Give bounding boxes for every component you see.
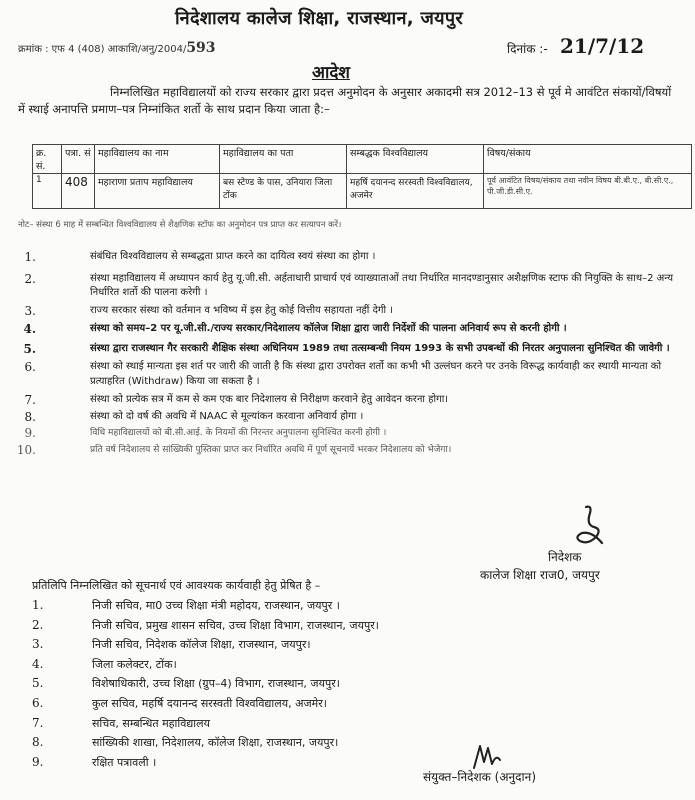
copy-item: 1. निजी सचिव, मा0 उच्च शिक्षा मंत्री महोदय, राजस्थान, जयपुर । <box>32 598 340 612</box>
intro-paragraph: निम्नलिखित महाविद्यालयों को राज्य सरकार द्वारा प्रदत्त अनुमोदन के अनुसार अकादमी सत्र 2012–13 से पूर्व मे आवंटित संकायों/विषयों में स्थाई अनापत्ति प्रमाण–पत्र निम्नांकित शर्तो के साथ प्रदान किया जाता है:– <box>18 85 672 116</box>
order-title: आदेश <box>312 63 350 83</box>
col-college-address: महाविद्यालय का पता <box>220 145 347 174</box>
condition-item: 3. राज्य सरकार संस्था को वर्तमान व भविष्य में इस हेतु कोई वित्तीय सहायता नहीं देगी । <box>24 303 394 318</box>
date-label: दिनांक :- <box>507 42 548 56</box>
copy-item: 7. सचिव, सम्बन्धित महाविद्यालय <box>32 715 210 730</box>
col-serial: क्र. सं. <box>33 145 62 174</box>
copy-item: 8. सांख्यिकी शाखा, निदेशालय, कॉलेज शिक्षा, राजस्थान, जयपुर। <box>32 735 339 750</box>
copy-heading: प्रतिलिपि निम्नलिखित को सूचनार्थ एवं आवश्यक कार्यवाही हेतु प्रेषित है – <box>32 579 321 592</box>
copy-item: 9. रक्षित पत्रावली । <box>32 754 157 769</box>
cell-serial: 1 <box>33 174 62 209</box>
condition-item: 6. संस्था को स्थाई मान्यता इस शर्त पर जारी की जाती है कि संस्था द्वारा उपरोक्त शर्तो का कभी भी उल्लंघन करने पर उनके विरूद्ध कार्यवाही कर स्थायी मान्यता को प्रत्याहरित (Withdraw) किया जा सकता है । <box>24 360 662 387</box>
table-row <box>33 174 692 209</box>
director-title: निदेशक <box>548 550 582 564</box>
reference-text: क्रमांक : एफ 4 (408) आकाशि/अनु/2004/ <box>18 44 187 55</box>
copy-item: 2. निजी सचिव, प्रमुख शासन सचिव, उच्च शिक्षा विभाग, राजस्थान, जयपुर। <box>32 617 379 632</box>
copies-list <box>32 596 592 772</box>
col-college-name: महाविद्यालय का नाम <box>95 145 220 174</box>
condition-item: 9. विधि महाविद्यालयों को बी.सी.आई. के नियमों की निरन्तर अनुपालना सुनिश्चित करनी होगी । <box>24 426 387 440</box>
copy-item: 5. विशेषाधिकारी, उच्च शिक्षा (ग्रुप–4) विभाग, राजस्थान, जयपुर। <box>32 676 340 691</box>
col-subject: विषय/संकाय <box>484 145 692 174</box>
cell-university: महर्षि दयानन्द सरस्वती विश्वविद्यालय, अजमेर <box>347 174 484 209</box>
table-note: नोट– संस्था 6 माह में सम्बन्धित विश्वविद्यालय से शैक्षणिक स्टॉफ का अनुमोदन पत्र प्राप्त कर सत्यापन करें। <box>18 220 342 230</box>
condition-item: 2. संस्था महाविद्यालय में अध्यापन कार्य हेतु यू.जी.सी. अर्हताधारी प्राचार्य एवं व्याख्याताओं तथा निर्धारित मानदण्डानुसार अशैक्षणिक स्टाफ की नियुक्ति के साथ–2 अन्य निर्धारित शर्तो की पालना करेगी । <box>24 271 674 298</box>
condition-item: 1. संबंधित विश्वविद्यालय से सम्बद्धता प्राप्त करने का दायित्व स्वयं संस्था का होगा । <box>24 250 376 264</box>
director-office: कालेज शिक्षा राज0, जयपुर <box>480 568 600 582</box>
college-table <box>32 144 692 209</box>
reference-number: 593 <box>186 40 216 56</box>
director-signature <box>572 503 610 551</box>
date-value: 21/7/12 <box>560 34 645 58</box>
cell-subject: पूर्व आवंटित विषय/संकाय तथा नवीन विषय बी.बी.ए., बी.सी.ए., पी.जी.डी.सी.ए. <box>484 174 692 209</box>
joint-director-title: संयुक्त–निदेशक (अनुदान) <box>423 770 537 784</box>
page-title: निदेशालय कालेज शिक्षा, राजस्थान, जयपुर <box>175 8 464 29</box>
cell-college-name: महाराणा प्रताप महाविद्यालय <box>95 174 220 209</box>
copy-item: 4. जिला कलेक्टर, टोंक। <box>32 656 177 671</box>
condition-item: 8. संस्था को दो वर्ष की अवधि में NAAC से मूल्यांकन करवाना अनिवार्य होगा । <box>24 409 364 424</box>
condition-item: 7. संस्था को प्रत्येक सत्र में कम से कम एक बार निदेशालय से निरीक्षण करवाने हेतु आवेदन करना होगा। <box>24 393 449 407</box>
condition-item: 10. प्रति वर्ष निदेशालय से सांख्यिकी पुस्तिका प्राप्त कर निर्धारित अवधि में पूर्ण सूचनायें भरकर निदेशालय को भेजेगा। <box>16 442 452 457</box>
copy-item: 6. कुल सचिव, महर्षि दयानन्द सरस्वती विश्वविद्यालय, अजमेर। <box>32 695 327 710</box>
conditions-list <box>14 250 679 457</box>
col-university: सम्बद्धक विश्वविद्यालय <box>347 145 484 174</box>
col-file-no: पत्रा. सं <box>62 145 95 174</box>
cell-file-no: 408 <box>62 174 95 209</box>
copy-item: 3. निजी सचिव, निदेशक कॉलेज शिक्षा, राजस्थान, जयपुर। <box>32 637 311 652</box>
condition-item: 4. संस्था को समय–2 पर यू.जी.सी./राज्य सरकार/निदेशालय कॉलेज शिक्षा द्वारा जारी निर्देशों की पालना अनिवार्य रूप से करनी होगी । <box>23 322 567 336</box>
cell-college-address: बस स्टेण्ड के पास, उनियारा जिला टोंक <box>220 174 347 209</box>
table-header-row <box>33 145 692 174</box>
reference-line <box>18 40 216 56</box>
condition-item: 5. संस्था द्वारा राजस्थान गैर सरकारी शैक्षिक संस्था अधिनियम 1989 तथा तत्सम्बन्धी नियम 1993 के सभी उपबन्धों की निरतर अनुपालना सुनिश्चित की जावेगी । <box>23 341 670 356</box>
